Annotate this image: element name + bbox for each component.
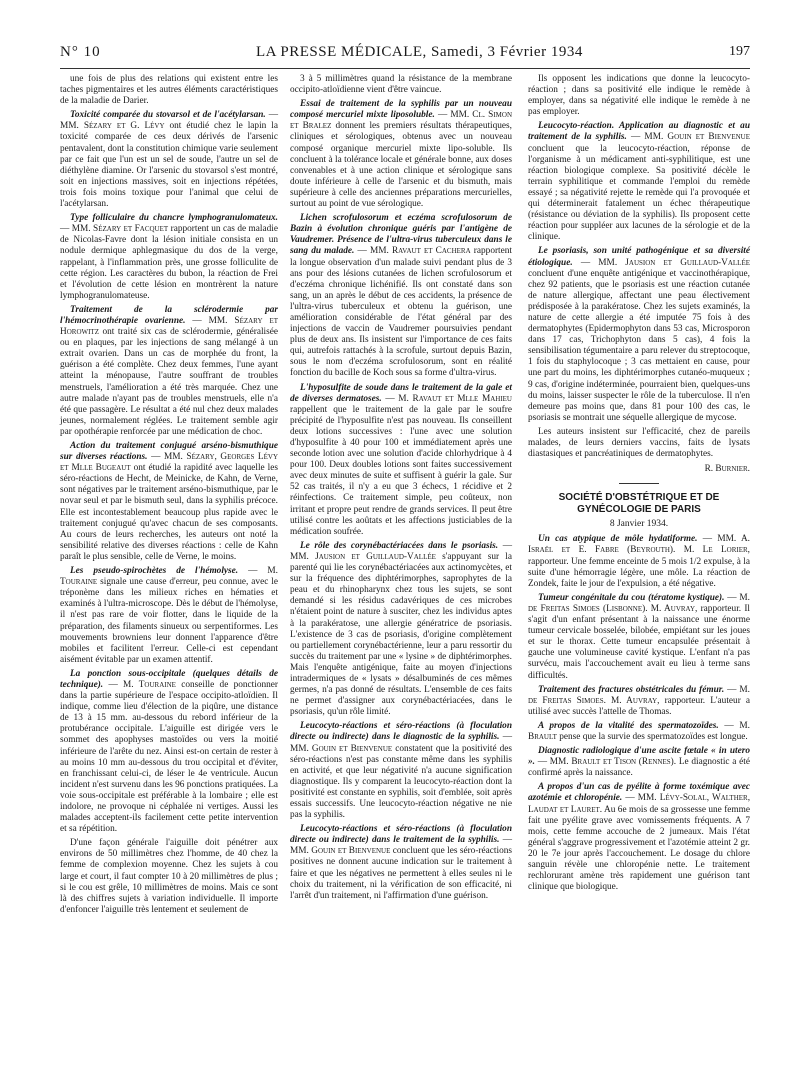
article-paragraph xyxy=(528,593,750,682)
article-authors: — MM. Jausion et Guillaud-Vallée xyxy=(580,257,750,268)
article-title: Lichen scrofulosorum et eczéma scrofulosorum de Bazin à évolution chronique guéris par l'antigène de Vaudremer. Présence de l'ultra-virus tuberculeux dans le sang du malade. xyxy=(290,213,512,257)
article-body: une fois de plus des relations qui existent entre les taches pigmentaires et les autres éléments caractéristiques de la maladie de Darier. xyxy=(60,74,278,107)
article-paragraph xyxy=(60,110,278,210)
article-paragraph xyxy=(528,721,750,743)
article-paragraph xyxy=(528,246,750,424)
article-paragraph xyxy=(60,566,278,666)
article-title: L'hyposulfite de soude dans le traitement de la gale et de diverses dermatoses. xyxy=(290,382,512,404)
article-title: Traitement des fractures obstétricales du fémur. xyxy=(538,684,725,695)
article-title: Action du traitement conjugué arséno-bismuthique sur diverses réactions. xyxy=(60,441,278,463)
article-body: rapportent la longue observation d'un malade suivi pendant plus de 3 ans pour des lésions cutanées de lichen scrofulosorum et d'eczéma chronique lichénifié. Ils ont constaté dans son sang, un an après le début de ces accidents, la présence de l'ultra-virus tuberculeux et obtenu la guérison, une amélioration considérable de l'état général par des injections de vaccin de Vaudremer poursuivies pendant plus de deux ans. Ils insistent sur l'importance de ces faits qui, autrefois rattachés à la scrofule, surtout depuis Bazin, sous le nom d'eczéma scrofulosorum, sont en réalité fonction du bacille de Koch sous sa forme d'ultra-virus. xyxy=(290,246,513,379)
text-paragraph xyxy=(60,74,278,107)
article-body: Les auteurs insistent sur l'efficacité, chez de pareils malades, de leurs derniers vaccins, faits de lysats diastasiques et pancréatiniques de dermatophytes. xyxy=(528,426,750,460)
article-paragraph xyxy=(528,534,750,589)
article-title: Leucocyto-réaction. Application au diagnostic et au traitement de la syphilis. xyxy=(528,121,750,143)
article-title: A propos de la vitalité des spermatozoïdes. xyxy=(538,720,719,731)
article-title: A propos d'un cas de pyélite à forme toxémique avec azotémie et chloropénie. xyxy=(528,782,750,804)
article-body: conseille de ponctionner dans la partie supérieure de l'espace occipito-atloïdien. Il indique, comme lieu d'élection de la piqûre, une distance de 13 à 15 mm. au-dessous du rebord inférieur de la protubérance occipitale. L'aiguille est dirigée vers le sommet des apophyses mastoïdes ou vers la moitié inférieure de l'arête du nez. Ainsi est-on certain de rester à au moins 10 mm au-dessous du trou occipital et d'éviter, en franchissant celui-ci, de léser le 4e ventricule. Aucun incident n'est survenu dans les 96 ponctions pratiquées. La voie sous-occipitale est préférable à la lombaire ; elle est indolore, ne provoque ni céphalée ni vertiges. Aussi les malades acceptent-ils facilement cette petite intervention et sa répétition. xyxy=(60,679,279,835)
article-authors: — M. de Freitas Simoes (Lisbonne). M. Auvray, xyxy=(528,592,750,614)
article-paragraph xyxy=(290,541,512,719)
signature: R. Burnier. xyxy=(704,464,750,475)
article-body: concluent d'une enquête antigénique et vaccinothérapique, chez 92 patients, que le psoriasis est une réaction cutanée de nature allergique, affectant une peau électivement prédisposée à la parakératose. Chez les sujets examinés, la nature de cette allergie a été imputée 75 fois à des dermatophytes (Epidermophyton dans 53 cas, Microsporon dans 17 cas, Trichophyton dans 5 cas), 4 fois la sensibilisation tégumentaire a paru relever du streptocoque, 1 fois du staphylocoque ; 3 cas mettaient en cause, pour une part du moins, les diphtérimorphes cutanéo-muqueux ; 9 cas, d'origine indéterminée, pourraient bien, quelques-uns du moins, laisser suspecter le rôle de la tuberculose. Il n'en demeure pas moins que, dans 81 pour 100 des cas, le psoriasis se montrait une séquelle allergique de mycose. xyxy=(528,268,750,423)
article-body: D'une façon générale l'aiguille doit pénétrer aux environs de 50 millimètres chez l'homme, de 40 chez la femme de complexion moyenne. Chez les sujets à cou large et court, il faut compter 10 à 20 millimètres de plus ; si le cou est grêle, 10 millimètres de moins. Mais ce sont là des chiffres sujets à variation individuelle. Il importe d'enfoncer l'aiguille très lentement et seulement de xyxy=(60,838,278,915)
article-title: Le rôle des corynébactériacées dans le psoriasis. xyxy=(300,540,499,551)
article-title: Toxicité comparée du stovarsol et de l'acétylarsan. xyxy=(70,110,266,121)
text-paragraph xyxy=(290,74,512,96)
article-paragraph xyxy=(60,305,278,438)
article-title: Type folliculaire du chancre lymphogranulomateux. xyxy=(70,213,278,224)
article-paragraph xyxy=(528,685,750,718)
article-body: pense que la survie des spermatozoïdes est longue. xyxy=(559,731,748,742)
issue-number: N° 10 xyxy=(60,44,101,60)
article-paragraph xyxy=(290,824,512,902)
session-date: 8 Janvier 1934. xyxy=(609,519,669,530)
article-title: Tumeur congénitale du cou (tératome kystique). xyxy=(538,592,725,603)
article-body: constatent que la positivité des séro-réactions n'est pas constante même dans les syphilis en activité, et que leur négativité n'a aucune signification diagnostique. Ils y comparent la leucocyto-réaction dont la positivité est constante en syphilis, soit d'emblée, soit après essais successifs. Une leucocyto-réaction négative ne nie pas la syphilis. xyxy=(290,743,512,821)
article-paragraph xyxy=(528,746,750,779)
article-body: rapporteur. Une femme enceinte de 5 mois 1/2 expulse, à la suite d'une hémorragie légère, une môle. La réaction de Zondek, faite le jour de l'expulsion, a été négative. xyxy=(528,556,750,589)
text-paragraph xyxy=(60,838,278,916)
article-authors: — MM. Gouin et Bienvenue xyxy=(290,835,512,857)
article-body: Ils opposent les indications que donne la leucocyto-réaction ; dans sa positivité elle indique le remède à employer, dans sa négativité elle indique le remède à ne pas employer. xyxy=(528,74,750,118)
article-title: Essai de traitement de la syphilis par un nouveau composé mercuriel mixte liposoluble. xyxy=(290,99,512,121)
page-header xyxy=(60,44,750,66)
article-title: La ponction sous-occipitale (quelques détails de technique). xyxy=(60,668,278,690)
article-authors: — MM. Brault et Tison (Rennes). xyxy=(537,757,677,768)
article-title: Traitement de la sclérodermie par l'hémocrinothérapie ovarienne. xyxy=(60,304,278,326)
article-authors: — MM. Gouin et Bienvenue xyxy=(631,132,750,143)
article-title: Leucocyto-réactions et séro-réactions (à floculation directe ou indirecte) dans le traitement de la syphilis. xyxy=(290,824,512,846)
society-heading: SOCIÉTÉ D'OBSTÉTRIQUE ET DE GYNÉCOLOGIE DE PARIS xyxy=(558,492,720,516)
article-body: ont étudié la rapidité avec laquelle les séro-réactions de Hecht, de Meinicke, de Kahn, de Verne, sont négatives par le traitement arséno-bismuthique, par le novar seul et par le bismuth seul, dans la syphilis précoce. Elle est incontestablement beaucoup plus rapide avec le traitement conjugué qu'avec chacun de ses composants. Au cours de leurs recherches, les auteurs ont noté la sensibilité relative des diverses réactions : celle de Kahn paraît le plus sensible, celle de Verne, le moins. xyxy=(60,463,278,562)
article-body: s'appuyant sur la parenté qui lie les corynébactériacées aux actinomycètes, et sur la fréquence des diphtérimorphes, saprophytes de la peau et du rhinopharynx chez tous les sujets, se sont demandé si les résidus cadavériques de ces microbes n'étaient point de nature à susciter, chez les individus aptes à la parakératose, une allergie génératrice de psoriasis. L'existence de 3 cas de psoriasis, d'origine complètement ou partiellement corynébactérienne, leur a paru ressortir du succès du traitement par une « lysine » de diphtérimorphes. Mais l'enquête antigénique, faite au moyen d'injections intradermiques de « lysats » désalbuminés de ces mêmes germes, n'a pas donné de résultats. L'ensemble de ces faits ne permet d'assigner aux corynébactériacées, dans le psoriasis, qu'un rôle limité. xyxy=(290,551,512,718)
page-number: 197 xyxy=(729,44,750,59)
journal-title: LA PRESSE MÉDICALE, Samedi, 3 Février 1934 xyxy=(256,44,583,60)
separator-rule xyxy=(619,483,659,484)
article-title: Un cas atypique de môle hydatiforme. xyxy=(538,534,698,545)
column-3-articles xyxy=(528,74,750,460)
article-paragraph xyxy=(290,721,512,821)
article-authors: — MM. A. Israël et E. Fabre (Beyrouth). M. Le Lorier, xyxy=(528,534,750,556)
article-title: Diagnostic radiologique d'une ascite fœtale « in utero ». xyxy=(528,746,750,768)
article-paragraph xyxy=(528,782,750,893)
article-paragraph xyxy=(60,669,278,835)
article-authors: — MM. Jausion et Guillaud-Vallée xyxy=(290,540,512,562)
article-authors: — M. Ravaut et Mlle Mahieu xyxy=(385,393,512,404)
article-authors: — M. Touraine xyxy=(108,679,176,690)
article-authors: — MM. Lévy-Solal, Walther, Laudat et Lauret. xyxy=(528,793,751,815)
article-body: 3 à 5 millimètres quand la résistance de la membrane occipito-atloïdienne vient d'être vaincue. xyxy=(290,74,512,96)
article-paragraph xyxy=(60,213,278,302)
article-title: Les pseudo-spirochètes de l'hémolyse. xyxy=(70,566,239,577)
article-body: donnent les premiers résultats thérapeutiques, cliniques et sérologiques, obtenus avec un nouveau composé organique mercuriel mixte lipo-soluble. Ils concluent à la tolérance locale et générale bonne, aux doses convenables et à une action clinique et sérologique sans doute inférieure à celle de l'arsenic et du bismuth, mais supérieure à celle des anciennes préparations mercurielles, surtout au point de vue sérologique. xyxy=(290,121,512,210)
article-body: Au 6e mois de sa grossesse une femme fait une pyélite grave avec vomissements fréquents. A 7 mois, cette femme accouche de 2 jumeaux. Mais l'état général s'aggrave progressivement et l'azotémie atteint 2 gr. 20 le 7e jour après l'accouchement. Le dosage du chlore sanguin révèle une chloropénie nette. Le traitement rechlorurant amène très rapidement une guérison tant clinique que biologique. xyxy=(528,804,751,893)
column-2 xyxy=(290,74,512,905)
article-paragraph xyxy=(290,383,512,538)
article-title: Leucocyto-réactions et séro-réactions (à floculation directe ou indirecte) dans le diagnostic de la syphilis. xyxy=(290,721,512,743)
article-paragraph xyxy=(290,213,512,379)
article-paragraph xyxy=(290,99,512,210)
article-authors: — MM. Sézary et Horowitz xyxy=(60,315,278,338)
column-1 xyxy=(60,74,278,919)
article-body: rapportent un cas de maladie de Nicolas-Favre dont la lésion initiale consista en un nodule dermique aphlegmasique du dos de la verge, rappelant, à l'inflammation près, une grosse folliculite de cette région. Les caractères du bubon, la réaction de Frei et l'évolution de cette lésion en montrèrent la nature lymphogranulomateuse. xyxy=(60,224,278,301)
article-body: signale une cause d'erreur, peu connue, avec le tréponème dans les milieux riches en hématies et examinés à l'ultra-microscope. Dès le début de l'hémolyse, il n'est pas rare de voir flotter, dans le liquide de la préparation, des filaments sinueux ou serpentiformes. Les mouvements browniens leur donnent l'apparence d'être mobiles et facilitent l'erreur. Celle-ci est cependant aisément évitable par un examen attentif. xyxy=(60,577,278,665)
article-paragraph xyxy=(60,441,278,563)
article-body: ont étudié chez le lapin la toxicité comparée de ces deux dérivés de l'arsenic pentavalent, dont la constitution chimique varie seulement par ce fait que l'un est un sel de soude, l'autre un sel de diéthylène diamine. Or l'arsenic du stovarsol s'est montré, soit en injections massives, soit en injections répétées, trois fois moins toxique pour l'animal que celui de l'acétylarsan. xyxy=(60,121,278,210)
article-authors: — M. Brault xyxy=(528,720,751,742)
article-authors: — M. Touraine xyxy=(60,566,279,588)
text-paragraph xyxy=(528,74,750,118)
society-articles xyxy=(528,534,750,893)
article-authors: — MM. Cl. Simon et Bralez xyxy=(290,110,512,132)
article-authors: — MM. Sézary, Georges Lévy et Mlle Bugeaut xyxy=(60,452,278,474)
article-body: Le diagnostic a été confirmé après la naissance. xyxy=(528,757,750,779)
text-paragraph xyxy=(528,427,750,460)
article-body: rapporteur. Il s'agit d'un enfant présentant à la naissance une énorme tumeur cervicale bosselée, bilobée, empiétant sur les joues et sur le thorax. Cette tumeur encapsulée présentait à gauche une volumineuse cavité kystique. L'enfant n'a pas survécu, mais l'accouchement avait eu lieu à terme sans difficultés. xyxy=(528,603,750,681)
article-body: rapporteur. L'auteur a utilisé avec succès l'attelle de Thomas. xyxy=(528,695,751,717)
article-authors: — MM. Sézary et G. Lévy xyxy=(60,110,278,132)
header-rule xyxy=(60,68,750,69)
article-body: concluent que la leucocyto-réaction, réponse de l'organisme à un médicament anti-syphilitique, est une réaction biologique complexe. Sa positivité décèle le terrain syphilitique et commande l'emploi du remède essayé ; sa négativité rejette le remède qui l'a provoquée et qui déterminerait fatalement un échec thérapeutique (résistance ou déviation de la syphilis). Ils proposent cette réaction pour suppléer aux lacunes de la sérologie et de la clinique. xyxy=(528,143,750,243)
article-authors: — MM. Ravaut et Cachera xyxy=(357,246,471,257)
article-body: ont traité six cas de sclérodermie, généralisée ou en plaques, par les injections de sang mélangé à un extrait ovarien. Dans un cas de morphée du front, la guérison a été complète. Chez deux femmes, l'une ayant atteint la ménopause, l'autre souffrant de troubles menstruels, l'amélioration a été très marquée. Chez une autre malade n'ayant pas de troubles menstruels, elle n'a été que passagère. Le résultat a été nul chez deux malades jeunes, normalement réglées. Le traitement semble agir par opothérapie renforcée par une médication de choc. xyxy=(60,327,279,437)
article-authors: — MM. Sézary et Facquet xyxy=(60,224,169,235)
article-title: Le psoriasis, son unité pathogénique et sa diversité étiologique. xyxy=(528,246,750,268)
article-authors: — MM. Gouin et Bienvenue xyxy=(290,732,512,754)
article-paragraph xyxy=(528,121,750,243)
article-authors: — M. de Freitas Simoes. M. Auvray, xyxy=(528,684,751,706)
article-body: rappellent que le traitement de la gale par le soufre précipité de l'hyposulfite n'est pas nouveau. Ils conseillent deux lotions successives : l'une avec une solution d'hyposulfite à 40 pour 100 et immédiatement après une seconde lotion avec une solution d'acide chlorhydrique à 4 pour 100. Deux doubles lotions sont faites successivement avec deux minutes de suite et suffisent à guérir la gale. Sur 52 cas traités, il n'y a eu que 3 échecs, 1 récidive et 2 réinfections. Ce traitement simple, peu coûteux, non irritant et propre peut rendre de grands services. Il peut être utilisé contre les aoûtats et les affections justiciables de la médication soufrée. xyxy=(290,404,512,537)
column-3 xyxy=(528,74,750,896)
article-body: concluent que les séro-réactions positives ne donnent aucune indication sur le traitement à faire et que les négatives ne permettent à elles seules ni le choix du traitement, ni la vérification de son efficacité, ni l'arrêt d'un traitement, ni l'affirmation d'une guérison. xyxy=(290,846,512,901)
